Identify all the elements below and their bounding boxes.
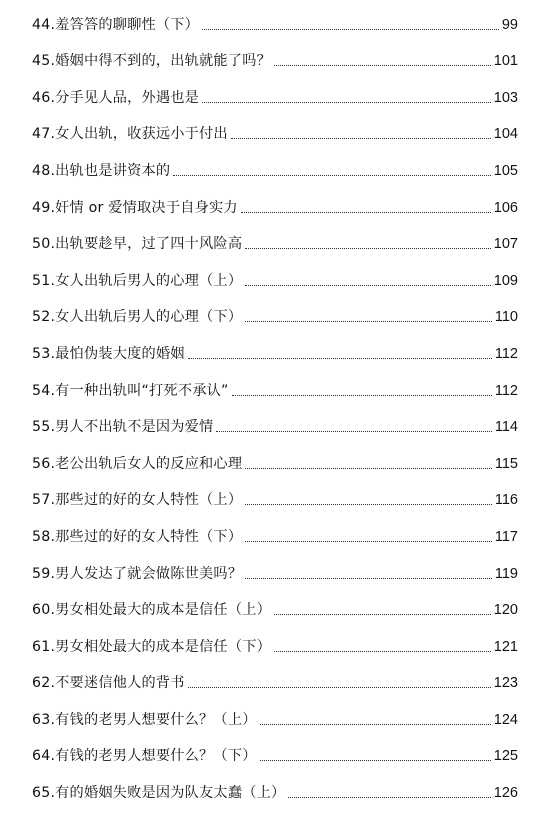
dot-leader [274,65,491,66]
toc-entry[interactable] [32,299,518,336]
dot-leader [245,504,492,505]
toc-entry-title: 59.男人发达了就会做陈世美吗？ [32,565,243,582]
toc-entry[interactable] [32,665,518,702]
toc-entry[interactable] [32,628,518,665]
toc-entry-page: 103 [493,89,518,106]
toc-entry-title: 64.有钱的老男人想要什么？（下） [32,748,257,765]
toc-entry[interactable] [32,445,518,482]
toc-entry[interactable] [32,189,518,226]
dot-leader [245,541,492,542]
toc-entry-page: 114 [494,419,518,436]
toc-entry-title: 46.分手见人品，外遇也是 [32,89,200,106]
toc-entry-title: 61.男女相处最大的成本是信任（下） [32,638,271,655]
toc-entry-page: 126 [493,785,518,802]
toc-entry-title: 48.出轨也是讲资本的 [32,162,171,179]
dot-leader [260,760,491,761]
toc-entry[interactable] [32,592,518,629]
toc-entry-title: 56.老公出轨后女人的反应和心理 [32,455,243,472]
toc-entry[interactable] [32,482,518,519]
toc-entry-page: 117 [494,528,518,545]
toc-entry[interactable] [32,79,518,116]
toc-entry-title: 44.羞答答的聊聊性（下） [32,16,200,33]
toc-entry[interactable] [32,555,518,592]
dot-leader [202,29,499,30]
toc-entry-title: 47.女人出轨，收获远小于付出 [32,126,228,143]
toc-entry-title: 57.那些过的好的女人特性（上） [32,492,243,509]
toc-entry-page: 120 [493,602,518,619]
dot-leader [241,212,491,213]
dot-leader [245,285,491,286]
dot-leader [274,614,491,615]
toc-entry[interactable] [32,701,518,738]
toc-entry-page: 124 [493,711,518,728]
toc-entry-title: 54.有一种出轨叫“打死不承认” [32,382,229,399]
toc-entry[interactable] [32,262,518,299]
dot-leader [288,797,490,798]
toc-entry[interactable] [32,409,518,446]
toc-entry[interactable] [32,226,518,263]
dot-leader [173,175,491,176]
toc-entry-page: 123 [493,675,518,692]
toc-entry-title: 52.女人出轨后男人的心理（下） [32,309,243,326]
table-of-contents [32,6,518,811]
toc-entry[interactable] [32,372,518,409]
toc-entry-page: 106 [493,199,518,216]
toc-entry-title: 50.出轨要趁早，过了四十风险高 [32,236,243,253]
dot-leader [188,358,492,359]
toc-entry-title: 60.男女相处最大的成本是信任（上） [32,602,271,619]
toc-entry-page: 101 [493,53,518,70]
dot-leader [245,578,492,579]
dot-leader [245,248,491,249]
toc-entry-title: 53.最怕伪装大度的婚姻 [32,345,185,362]
toc-entry-page: 121 [493,638,518,655]
toc-entry[interactable] [32,774,518,811]
dot-leader [245,468,492,469]
dot-leader [245,321,492,322]
dot-leader [188,687,491,688]
toc-entry-title: 45.婚姻中得不到的，出轨就能了吗？ [32,53,271,70]
toc-entry-page: 115 [494,455,518,472]
toc-entry-title: 49.奸情 or 爱情取决于自身实力 [32,199,238,216]
toc-entry-page: 107 [493,236,518,253]
dot-leader [202,102,491,103]
toc-entry[interactable] [32,43,518,80]
toc-entry-page: 125 [493,748,518,765]
dot-leader [260,724,491,725]
toc-entry-title: 65.有的婚姻失败是因为队友太蠢（上） [32,785,286,802]
toc-entry-page: 119 [494,565,518,582]
toc-entry-title: 58.那些过的好的女人特性（下） [32,528,243,545]
dot-leader [216,431,491,432]
toc-entry-page: 105 [493,162,518,179]
toc-entry-page: 109 [493,272,518,289]
toc-entry-page: 112 [494,345,518,362]
toc-entry-page: 116 [494,492,518,509]
toc-entry[interactable] [32,518,518,555]
toc-entry[interactable] [32,335,518,372]
toc-entry[interactable] [32,152,518,189]
toc-entry[interactable] [32,6,518,43]
dot-leader [232,395,492,396]
toc-entry-title: 63.有钱的老男人想要什么？（上） [32,711,257,728]
toc-entry-page: 112 [494,382,518,399]
toc-entry-title: 55.男人不出轨不是因为爱情 [32,419,214,436]
toc-entry-title: 51.女人出轨后男人的心理（上） [32,272,243,289]
toc-entry-page: 104 [493,126,518,143]
toc-entry-title: 62.不要迷信他人的背书 [32,675,185,692]
toc-entry-page: 99 [501,16,518,33]
toc-entry[interactable] [32,738,518,775]
dot-leader [231,138,491,139]
toc-entry-page: 110 [494,309,518,326]
toc-entry[interactable] [32,116,518,153]
dot-leader [274,651,491,652]
